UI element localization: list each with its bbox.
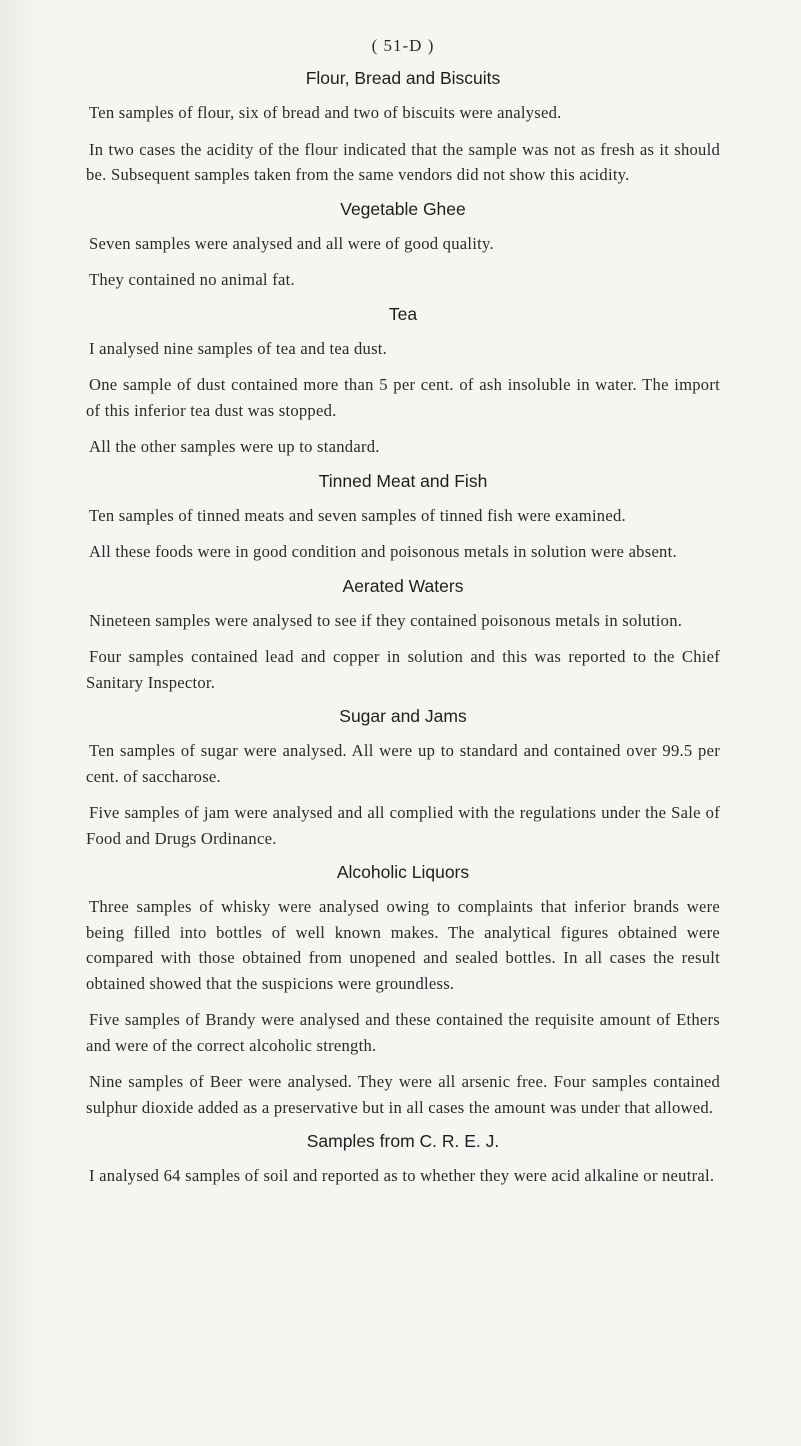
- section-samples-cre: [86, 1131, 720, 1189]
- section-heading: Flour, Bread and Biscuits: [305, 68, 501, 88]
- section-heading: Vegetable Ghee: [340, 198, 466, 219]
- paragraph: Three samples of whisky were analysed owing to complaints that inferior brands were being filled into bottles of well known makes. The analytical figures obtained were compared with those obtained from unopened and sealed bottles. In all cases the result obtained showed that the suspicions were groundless.: [86, 897, 720, 993]
- section-heading: Tea: [388, 303, 418, 324]
- section-alcoholic-liquors: [86, 862, 720, 1120]
- paragraph: I analysed nine samples of tea and tea dust.: [89, 338, 388, 358]
- paragraph: Ten samples of flour, six of bread and two of biscuits were analysed.: [89, 103, 562, 122]
- paragraph: Ten samples of sugar were analysed. All were up to standard and contained over 99.5 per cent. of saccharose.: [86, 741, 720, 786]
- paragraph: All the other samples were up to standard.: [89, 437, 380, 456]
- paragraph: All these foods were in good condition and poisonous metals in solution were absent.: [89, 542, 677, 561]
- section-heading: Samples from C. R. E. J.: [306, 1131, 500, 1151]
- paragraph: Ten samples of tinned meats and seven samples of tinned fish were examined.: [89, 505, 626, 525]
- paragraph: In two cases the acidity of the flour indicated that the sample was not as fresh as it should be. Subsequent samples taken from the same vendors did not show this acidity.: [86, 139, 720, 184]
- paragraph: Five samples of Brandy were analysed and these contained the requisite amount of Ethers and were of the correct alcoholic strength.: [86, 1010, 720, 1055]
- paragraph: Seven samples were analysed and all were of good quality.: [89, 233, 494, 253]
- paragraph: I analysed 64 samples of soil and reported as to whether they were acid alkaline or neutral.: [89, 1166, 715, 1185]
- paragraph: Five samples of jam were analysed and all complied with the regulations under the Sale of Food and Drugs Ordinance.: [86, 803, 720, 848]
- section-flour-bread-biscuits: [86, 68, 720, 188]
- paragraph: Nineteen samples were analysed to see if they contained poisonous metals in solution.: [89, 610, 683, 630]
- section-tinned-meat-fish: [86, 471, 720, 565]
- section-sugar-jams: [86, 706, 720, 851]
- section-aerated-waters: [86, 576, 720, 696]
- paragraph: Four samples contained lead and copper in solution and this was reported to the Chief Sanitary Inspector.: [86, 647, 720, 692]
- section-heading: Alcoholic Liquors: [336, 862, 470, 882]
- section-tea: [86, 304, 720, 460]
- section-vegetable-ghee: [86, 199, 720, 293]
- paragraph: They contained no animal fat.: [89, 270, 295, 289]
- page-number: ( 51-D ): [371, 36, 435, 55]
- section-heading: Sugar and Jams: [339, 706, 467, 726]
- paragraph: Nine samples of Beer were analysed. They were all arsenic free. Four samples contained sulphur dioxide added as a preservative but in all cases the amount was under that allowed.: [86, 1072, 720, 1117]
- text-column: [86, 36, 720, 1200]
- section-heading: Aerated Waters: [342, 575, 464, 596]
- section-heading: Tinned Meat and Fish: [318, 470, 488, 491]
- paragraph: One sample of dust contained more than 5 per cent. of ash insoluble in water. The import of this inferior tea dust was stopped.: [86, 375, 720, 420]
